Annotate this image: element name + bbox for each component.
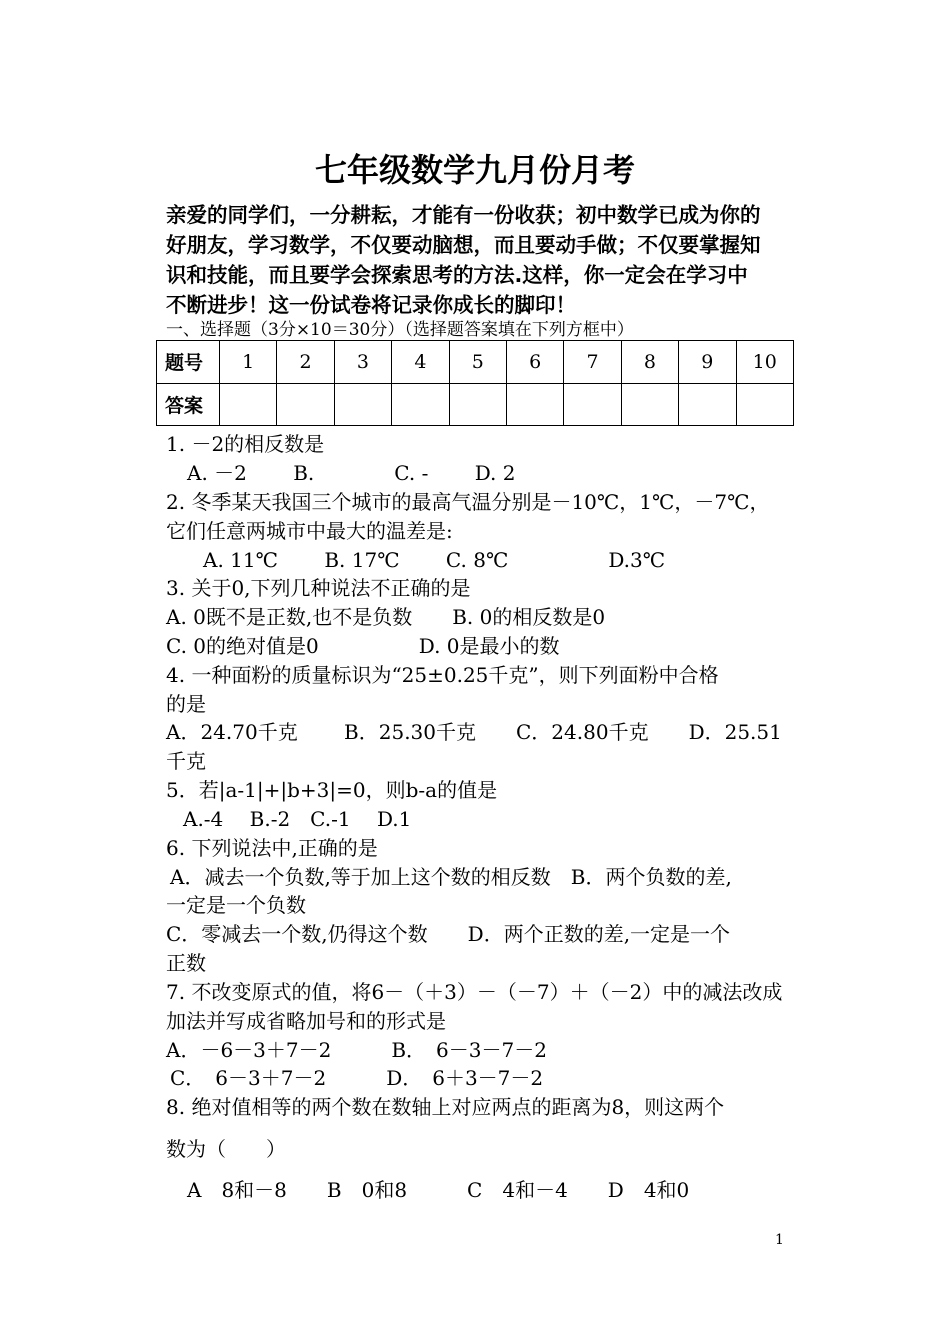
answer-cell[interactable] <box>679 383 736 426</box>
question-5: 5．若|a-1|+|b+3|=0，则b-a的值是 <box>166 778 498 802</box>
question-number-cell: 4 <box>392 341 449 384</box>
question-8-cont: 数为（ ） <box>166 1137 286 1161</box>
answer-cell[interactable] <box>449 383 506 426</box>
question-4-cont: 的是 <box>166 692 206 716</box>
question-7-options-ab: A．－6－3＋7－2 B． 6－3－7－2 <box>166 1038 547 1062</box>
answer-cell[interactable] <box>334 383 391 426</box>
question-4-options: A．24.70千克 B．25.30千克 C．24.80千克 D．25.51 <box>166 720 782 744</box>
intro-line-3: 识和技能，而且要学会探索思考的方法.这样，你一定会在学习中 <box>166 263 748 287</box>
question-number-cell: 7 <box>564 341 621 384</box>
question-6-options-cd: C．零减去一个数,仍得这个数 D．两个正数的差,一定是一个 <box>166 922 731 946</box>
row-header-answer: 答案 <box>157 383 220 426</box>
question-number-cell: 10 <box>736 341 793 384</box>
question-2: 2. 冬季某天我国三个城市的最高气温分别是－10℃，1℃，－7℃， <box>166 490 770 514</box>
answer-cell[interactable] <box>392 383 449 426</box>
question-8-options: A 8和－8 B 0和8 C 4和－4 D 4和0 <box>187 1178 690 1202</box>
question-number-cell: 9 <box>679 341 736 384</box>
question-8: 8. 绝对值相等的两个数在数轴上对应两点的距离为8，则这两个 <box>166 1095 725 1119</box>
answer-cell[interactable] <box>736 383 793 426</box>
question-number-row <box>157 341 794 384</box>
question-number-cell: 2 <box>277 341 334 384</box>
question-3-options-cd: C. 0的绝对值是0 D. 0是最小的数 <box>166 634 560 658</box>
page-title: 七年级数学九月份月考 <box>314 151 635 189</box>
intro-line-1: 亲爱的同学们，一分耕耘，才能有一份收获；初中数学已成为你的 <box>166 203 761 227</box>
question-2-options: A. 11℃ B. 17℃ C. 8℃ D.3℃ <box>203 548 666 572</box>
page-number: 1 <box>775 1232 784 1248</box>
answer-cell[interactable] <box>621 383 678 426</box>
question-1-options: A. －2 B. C. - D. 2 <box>187 461 516 485</box>
question-7-cont: 加法并写成省略加号和的形式是 <box>166 1009 446 1033</box>
question-4: 4. 一种面粉的质量标识为“25±0.25千克”，则下列面粉中合格 <box>166 663 719 687</box>
question-3: 3. 关于0,下列几种说法不正确的是 <box>166 576 471 600</box>
question-number-cell: 8 <box>621 341 678 384</box>
question-6-options-ab: A．减去一个负数,等于加上这个数的相反数 B．两个负数的差, <box>170 865 732 889</box>
answer-cell[interactable] <box>564 383 621 426</box>
question-number-cell: 1 <box>220 341 277 384</box>
question-4-options-cont: 千克 <box>166 749 206 773</box>
question-number-cell: 6 <box>506 341 563 384</box>
intro-line-2: 好朋友，学习数学，不仅要动脑想，而且要动手做；不仅要掌握知 <box>166 233 761 257</box>
intro-line-4: 不断进步！这一份试卷将记录你成长的脚印！ <box>166 293 576 317</box>
answer-cell[interactable] <box>220 383 277 426</box>
question-6-options-cd-cont: 正数 <box>166 951 206 975</box>
answer-cell[interactable] <box>277 383 334 426</box>
question-number-cell: 3 <box>334 341 391 384</box>
question-6-options-ab-cont: 一定是一个负数 <box>166 893 306 917</box>
question-7-options-cd: C． 6－3＋7－2 D． 6＋3－7－2 <box>170 1066 544 1090</box>
question-6: 6. 下列说法中,正确的是 <box>166 836 378 860</box>
question-3-options-ab: A. 0既不是正数,也不是负数 B. 0的相反数是0 <box>166 605 606 629</box>
question-2-cont: 它们任意两城市中最大的温差是: <box>166 519 453 543</box>
question-1: 1. －2的相反数是 <box>166 432 325 456</box>
answer-row <box>157 383 794 426</box>
question-5-options: A.-4 B.-2 C.-1 D.1 <box>183 807 412 831</box>
question-number-cell: 5 <box>449 341 506 384</box>
section-heading: 一、选择题（3分×10＝30分）（选择题答案填在下列方框中） <box>166 320 634 340</box>
answer-table <box>156 340 794 426</box>
answer-cell[interactable] <box>506 383 563 426</box>
row-header-number: 题号 <box>157 341 220 384</box>
question-7: 7. 不改变原式的值，将6－（＋3）－（－7）＋（－2）中的减法改成 <box>166 980 783 1004</box>
